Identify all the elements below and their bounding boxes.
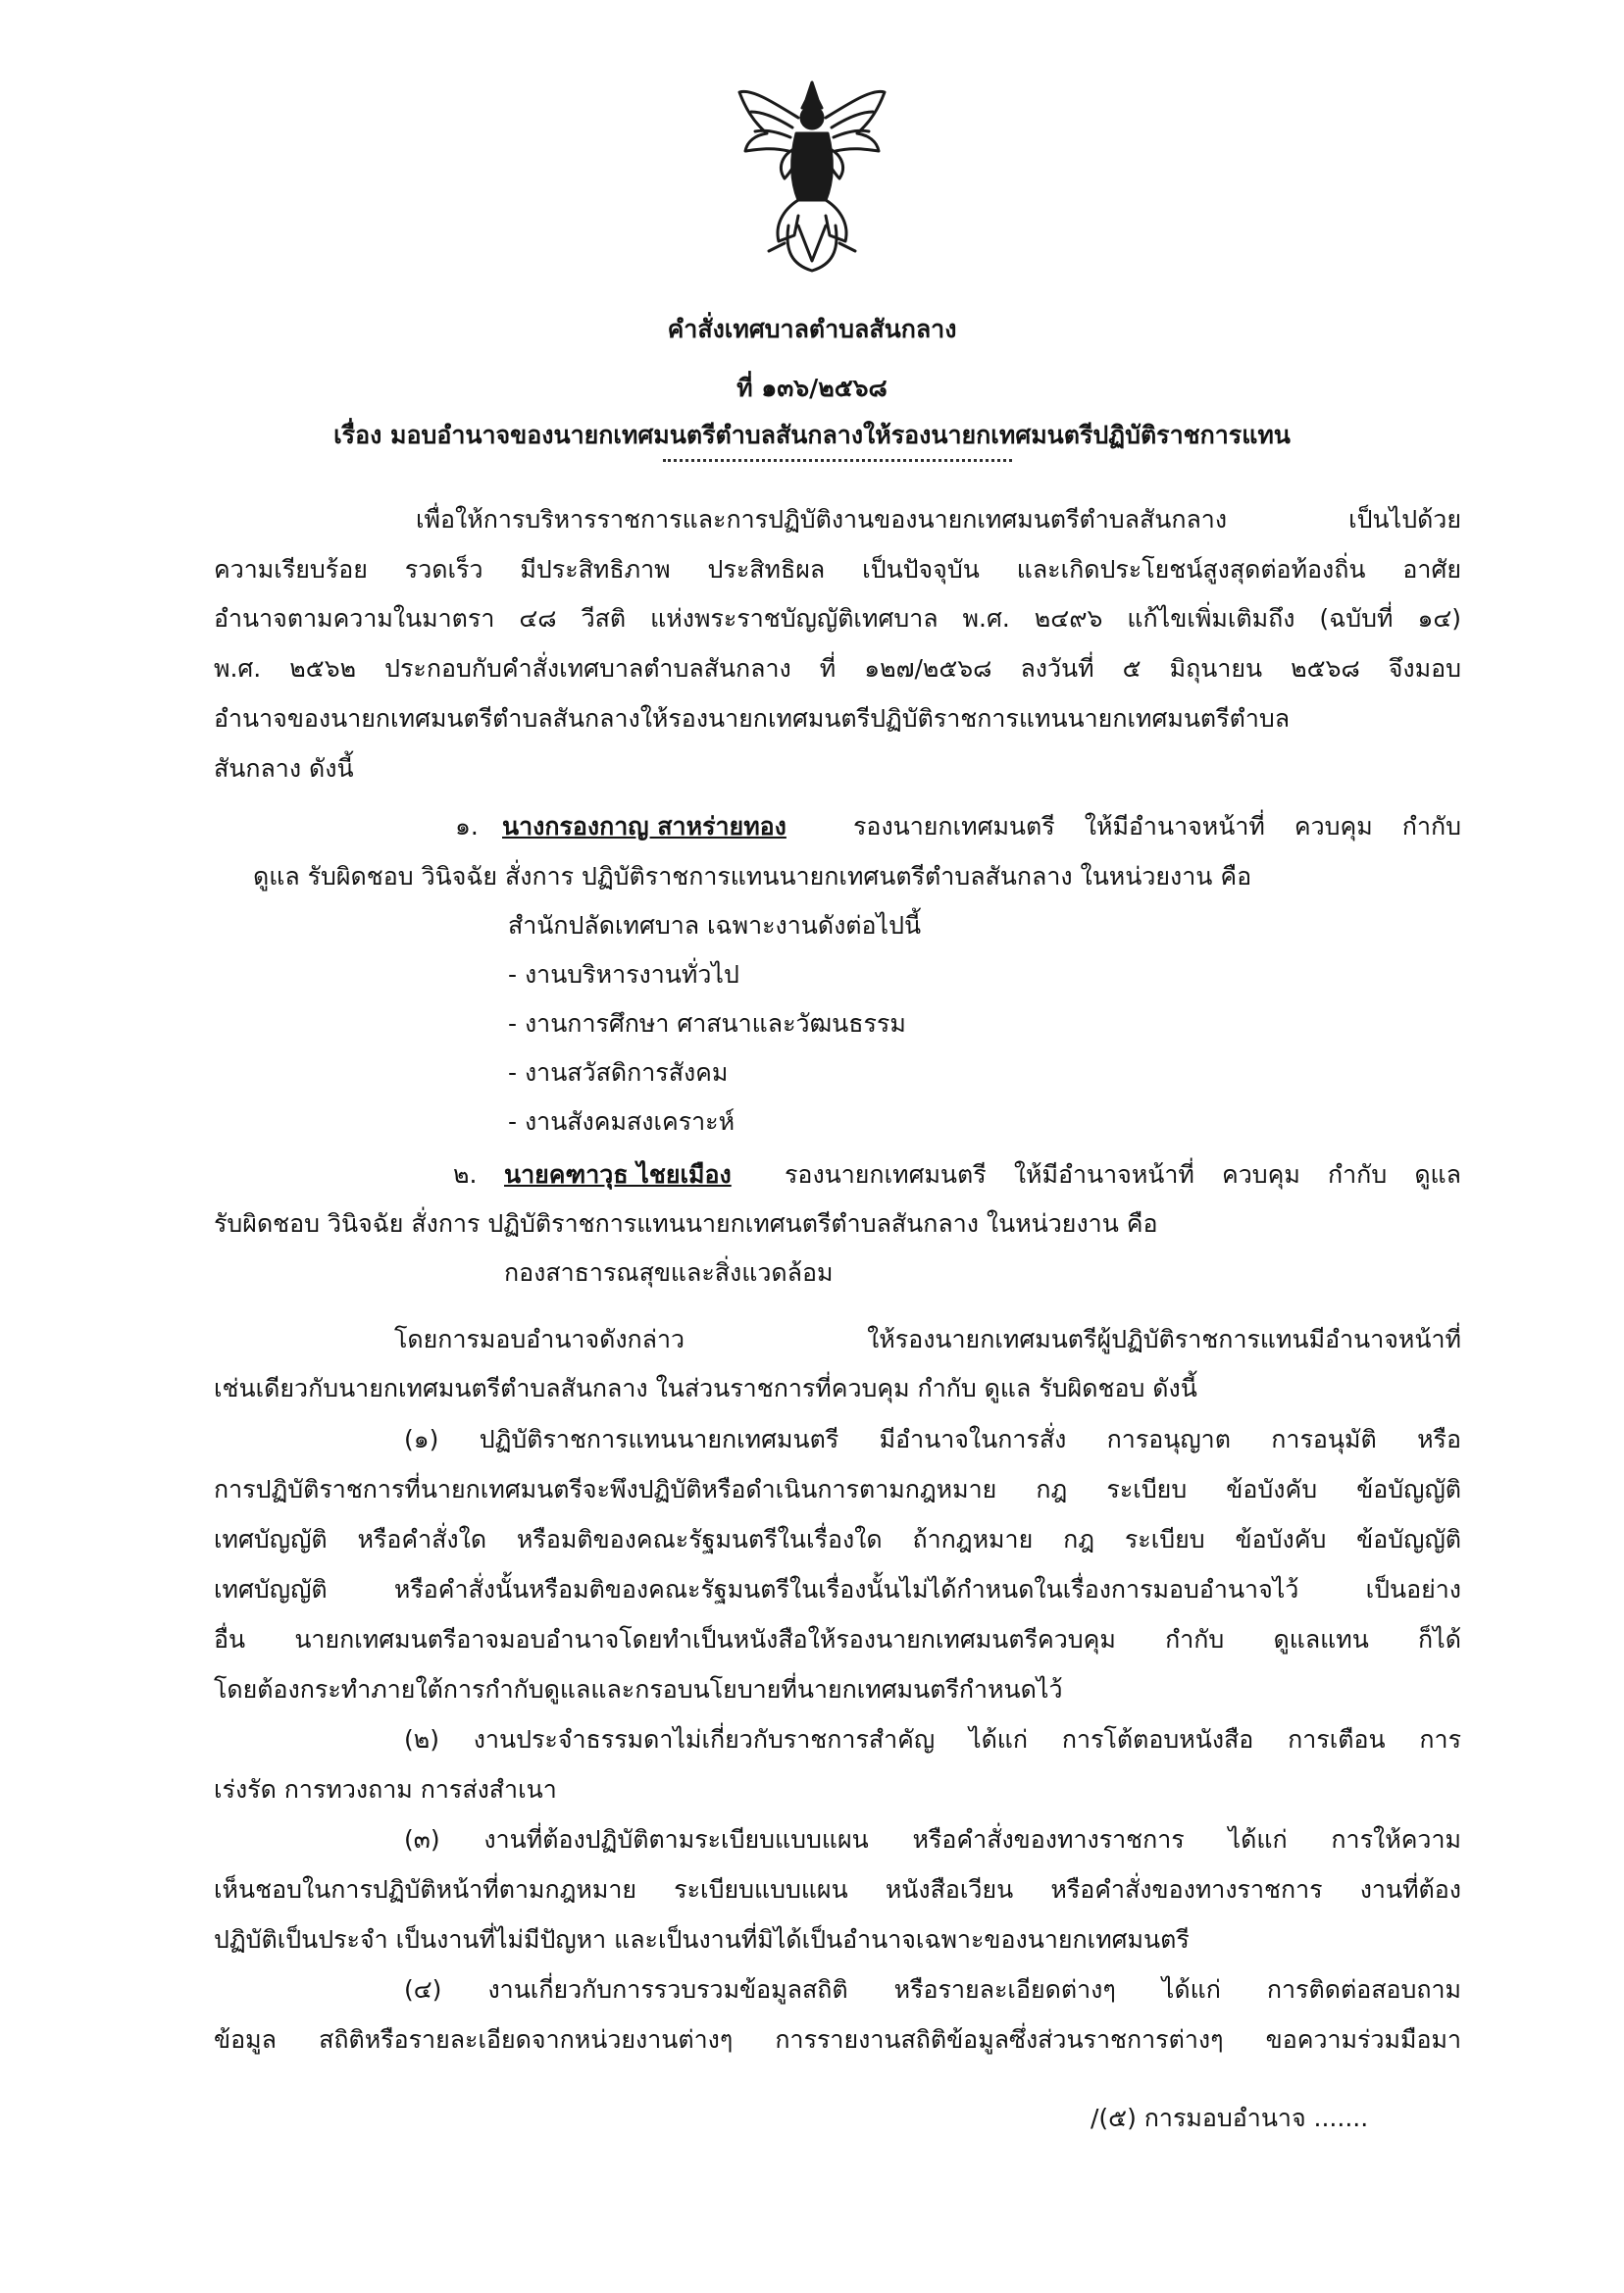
clause4-line: ข้อมูล สถิติหรือรายละเอียดจากหน่วยงานต่างๆ การรายงานสถิติข้อมูลซึ่งส่วนราชการต่างๆ ขอความร่วมมือมา	[214, 2025, 1461, 2054]
item1-number: ๑.	[455, 812, 479, 841]
intro-line: ความเรียบร้อย รวดเร็ว มีประสิทธิภาพ ประสิทธิผล เป็นปัจจุบัน และเกิดประโยชน์สูงสุดต่อท้องถิ่น อาศัย	[214, 555, 1461, 584]
item1-unit: สำนักปลัดเทศบาล เฉพาะงานดังต่อไปนี้	[508, 911, 922, 940]
intro-line: สันกลาง ดังนี้	[214, 754, 354, 783]
delegation-line: เช่นเดียวกับนายกเทศมนตรีตำบลสันกลาง ในส่วนราชการที่ควบคุม กำกับ ดูแล รับผิดชอบ ดังนี้	[214, 1374, 1197, 1402]
clause1-line: โดยต้องกระทำภายใต้การกำกับดูแลและกรอบนโยบายที่นายกเทศมนตรีกำหนดไว้	[214, 1675, 1063, 1704]
clause2-line: เร่งรัด การทวงถาม การส่งสำเนา	[214, 1775, 557, 1804]
task-item: - งานบริหารงานทั่วไป	[508, 960, 739, 989]
intro-line: พ.ศ. ๒๕๖๒ ประกอบกับคำสั่งเทศบาลตำบลสันกลาง ที่ ๑๒๗/๒๕๖๘ ลงวันที่ ๕ มิถุนายน ๒๕๖๘ จึงมอบ	[214, 654, 1461, 683]
clause4-line: (๔) งานเกี่ยวกับการรวบรวมข้อมูลสถิติ หรือรายละเอียดต่างๆ ได้แก่ การติดต่อสอบถาม	[404, 1975, 1461, 2004]
clause1-line: เทศบัญญัติ หรือคำสั่งนั้นหรือมติของคณะรัฐมนตรีในเรื่องนั้นไม่ได้กำหนดในเรื่องการมอบอำนาจไว้ เป็นอย่าง	[214, 1575, 1461, 1604]
intro-line: อำนาจของนายกเทศมนตรีตำบลสันกลางให้รองนายกเทศมนตรีปฏิบัติราชการแทนนายกเทศมนตรีตำบล	[214, 704, 1291, 733]
org-title: คำสั่งเทศบาลตำบลสันกลาง	[667, 315, 957, 343]
task-item: - งานสังคมสงเคราะห์	[508, 1107, 736, 1136]
item1-name: นางกรองกาญ สาหร่ายทอง	[502, 812, 787, 841]
clause3-line: ปฏิบัติเป็นประจำ เป็นงานที่ไม่มีปัญหา และเป็นงานที่มิได้เป็นอำนาจเฉพาะของนายกเทศมนตรี	[214, 1925, 1190, 1954]
intro-line: เพื่อให้การบริหารราชการและการปฏิบัติงานของนายกเทศมนตรีตำบลสันกลาง เป็นไปด้วย	[416, 505, 1461, 534]
delegation-line: โดยการมอบอำนาจดังกล่าว ให้รองนายกเทศมนตรีผู้ปฏิบัติราชการแทนมีอำนาจหน้าที่	[394, 1325, 1461, 1353]
dotted-divider	[663, 459, 1012, 462]
clause3-line: (๓) งานที่ต้องปฏิบัติตามระเบียบแบบแผน หรือคำสั่งของทางราชการ ได้แก่ การให้ความ	[404, 1825, 1461, 1854]
clause1-line: (๑) ปฏิบัติราชการแทนนายกเทศมนตรี มีอำนาจในการสั่ง การอนุญาต การอนุมัติ หรือ	[404, 1425, 1461, 1453]
task-item: - งานการศึกษา ศาสนาและวัฒนธรรม	[508, 1009, 906, 1038]
item2-number: ๒.	[453, 1160, 478, 1189]
item2-line: รับผิดชอบ วินิจฉัย สั่งการ ปฏิบัติราชการแทนนายกเทศนตรีตำบลสันกลาง ในหน่วยงาน คือ	[214, 1209, 1158, 1238]
order-subject: เรื่อง มอบอำนาจของนายกเทศมนตรีตำบลสันกลางให้รองนายกเทศมนตรีปฏิบัติราชการแทน	[333, 421, 1291, 449]
order-number: ที่ ๑๓๖/๒๕๖๘	[736, 374, 888, 402]
item1-line: ดูแล รับผิดชอบ วินิจฉัย สั่งการ ปฏิบัติราชการแทนนายกเทศนตรีตำบลสันกลาง ในหน่วยงาน คือ	[253, 862, 1252, 891]
task-item: - งานสวัสดิการสังคม	[508, 1058, 729, 1087]
continuation-note: /(๕) การมอบอำนาจ .......	[1091, 2104, 1369, 2132]
clause2-line: (๒) งานประจำธรรมดาไม่เกี่ยวกับราชการสำคัญ ได้แก่ การโต้ตอบหนังสือ การเตือน การ	[404, 1725, 1461, 1754]
item1-line: รองนายกเทศมนตรี ให้มีอำนาจหน้าที่ ควบคุม กำกับ	[853, 812, 1461, 841]
clause3-line: เห็นชอบในการปฏิบัติหน้าที่ตามกฎหมาย ระเบียบแบบแผน หนังสือเวียน หรือคำสั่งของทางราชการ งานที่ต้อง	[214, 1875, 1461, 1904]
item2-unit: กองสาธารณสุขและสิ่งแวดล้อม	[504, 1258, 834, 1287]
clause1-line: เทศบัญญัติ หรือคำสั่งใด หรือมติของคณะรัฐมนตรีในเรื่องใด ถ้ากฎหมาย กฎ ระเบียบ ข้อบังคับ ข้อบัญญัติ	[214, 1525, 1461, 1554]
clause1-line: อื่น นายกเทศมนตรีอาจมอบอำนาจโดยทำเป็นหนังสือให้รองนายกเทศมนตรีควบคุม กำกับ ดูแลแทน ก็ได้	[214, 1625, 1461, 1654]
item2-name: นายคฑาวุธ ไชยเมือง	[504, 1160, 732, 1189]
clause1-line: การปฏิบัติราชการที่นายกเทศมนตรีจะพึงปฏิบัติหรือดำเนินการตามกฎหมาย กฎ ระเบียบ ข้อบังคับ ข้อบัญญัติ	[214, 1475, 1461, 1503]
item2-line: รองนายกเทศมนตรี ให้มีอำนาจหน้าที่ ควบคุม กำกับ ดูแล	[785, 1160, 1461, 1189]
garuda-emblem-icon	[734, 78, 890, 275]
intro-line: อำนาจตามความในมาตรา ๔๘ วีสติ แห่งพระราชบัญญัติเทศบาล พ.ศ. ๒๔๙๖ แก้ไขเพิ่มเติมถึง (ฉบับที่ ๑๔)	[214, 604, 1461, 633]
